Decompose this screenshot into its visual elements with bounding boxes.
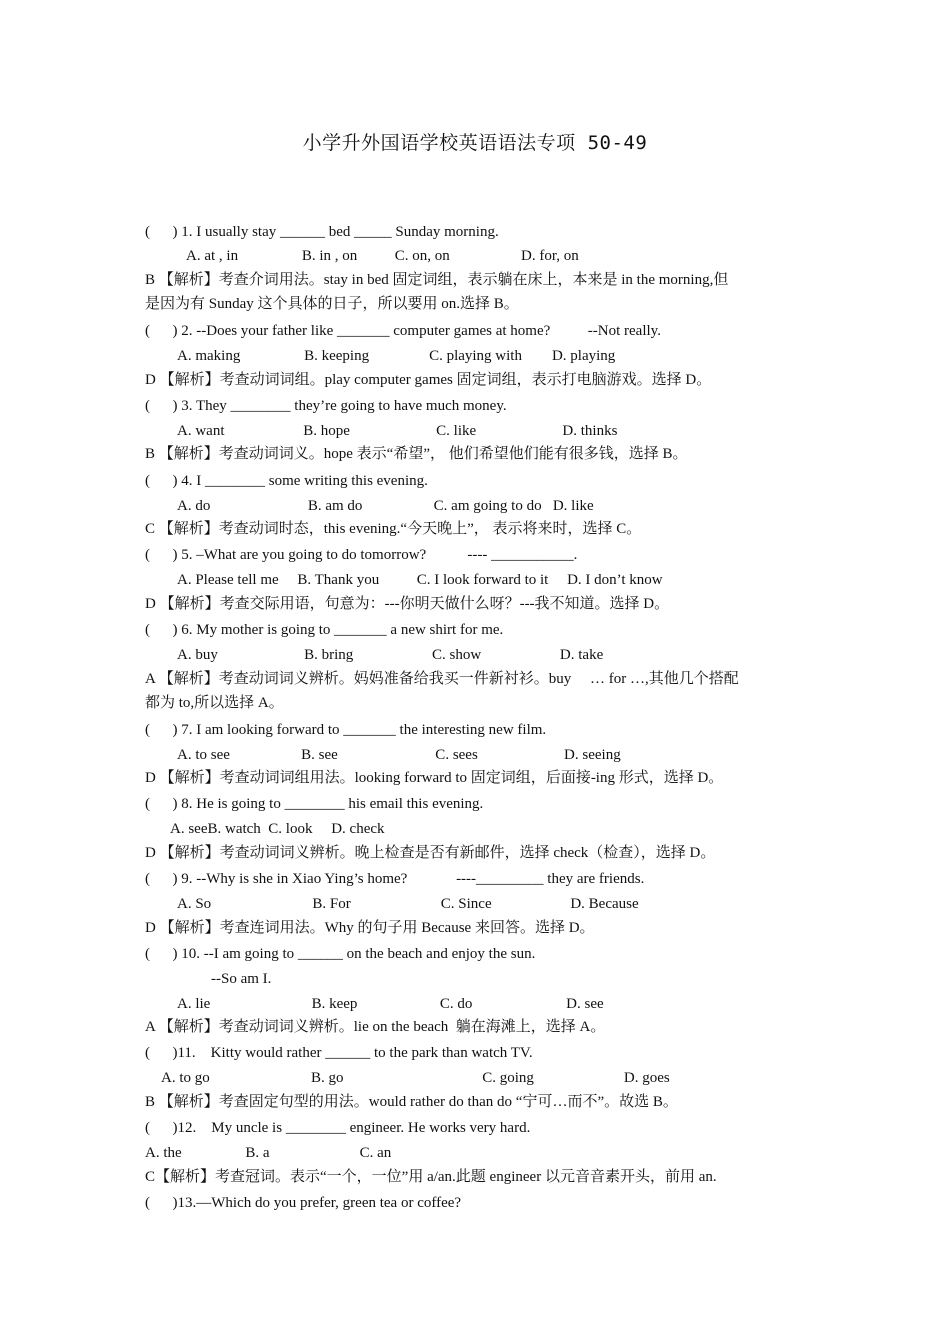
question-3-options: A. want B. hope C. like D. thinks bbox=[177, 423, 618, 439]
question-9-options: A. So B. For C. Since D. Because bbox=[177, 896, 639, 912]
answer-6-line-1: A 【解析】考查动词词义辨析。妈妈准备给我买一件新衬衫。buy … for …,其他几个搭配 bbox=[145, 671, 739, 687]
question-3: ( ) 3. They ________ they’re going to have much money. bbox=[145, 398, 507, 414]
question-5: ( ) 5. –What are you going to do tomorrow? ---- ___________. bbox=[145, 547, 578, 563]
answer-3: B 【解析】考查动词词义。hope 表示“希望”， 他们希望他们能有很多钱，选择 B。 bbox=[145, 446, 688, 462]
answer-1-line-1: B 【解析】考查介词用法。stay in bed 固定词组，表示躺在床上，本来是 in the morning,但 bbox=[145, 272, 729, 288]
answer-5: D 【解析】考查交际用语，句意为：---你明天做什么呀？---我不知道。选择 D。 bbox=[145, 596, 670, 612]
question-8-options: A. seeB. watch C. look D. check bbox=[170, 821, 385, 837]
answer-4: C 【解析】考查动词时态，this evening.“今天晚上”， 表示将来时，选择 C。 bbox=[145, 521, 642, 537]
question-4: ( ) 4. I ________ some writing this evening. bbox=[145, 473, 428, 489]
question-1: ( ) 1. I usually stay ______ bed _____ Sunday morning. bbox=[145, 224, 499, 240]
question-1-options: A. at , in B. in , on C. on, on D. for, on bbox=[186, 248, 579, 264]
question-4-options: A. do B. am do C. am going to do D. like bbox=[177, 498, 594, 514]
answer-2: D 【解析】考查动词词组。play computer games 固定词组，表示打电脑游戏。选择 D。 bbox=[145, 372, 712, 388]
answer-11: B 【解析】考查固定句型的用法。would rather do than do “宁可…而不”。故选 B。 bbox=[145, 1094, 678, 1110]
question-2: ( ) 2. --Does your father like _______ computer games at home? --Not really. bbox=[145, 323, 661, 339]
answer-8: D 【解析】考查动词词义辨析。晚上检查是否有新邮件，选择 check（检查），选择 D。 bbox=[145, 845, 716, 861]
answer-7: D 【解析】考查动词词组用法。looking forward to 固定词组，后面接-ing 形式，选择 D。 bbox=[145, 770, 724, 786]
answer-1-line-2: 是因为有 Sunday 这个具体的日子，所以要用 on.选择 B。 bbox=[145, 296, 519, 312]
question-10-reply: --So am I. bbox=[211, 971, 272, 987]
question-5-options: A. Please tell me B. Thank you C. I look forward to it D. I don’t know bbox=[177, 572, 663, 588]
question-10-options: A. lie B. keep C. do D. see bbox=[177, 996, 604, 1012]
question-8: ( ) 8. He is going to ________ his email this evening. bbox=[145, 796, 484, 812]
question-11: ( )11. Kitty would rather ______ to the park than watch TV. bbox=[145, 1045, 533, 1061]
answer-9: D 【解析】考查连词用法。Why 的句子用 Because 来回答。选择 D。 bbox=[145, 920, 595, 936]
answer-6-line-2: 都为 to,所以选择 A。 bbox=[145, 695, 284, 711]
question-13: ( )13.—Which do you prefer, green tea or coffee? bbox=[145, 1195, 462, 1211]
question-12: ( )12. My uncle is ________ engineer. He works very hard. bbox=[145, 1120, 531, 1136]
question-2-options: A. making B. keeping C. playing with D. playing bbox=[177, 348, 616, 364]
question-7-options: A. to see B. see C. sees D. seeing bbox=[177, 747, 621, 763]
answer-12: C【解析】考查冠词。表示“一个，一位”用 a/an.此题 engineer 以元音音素开头，前用 an. bbox=[145, 1169, 717, 1185]
question-11-options: A. to go B. go C. going D. goes bbox=[161, 1070, 670, 1086]
question-7: ( ) 7. I am looking forward to _______ the interesting new film. bbox=[145, 722, 547, 738]
page-title: 小学升外国语学校英语语法专项 50-49 bbox=[302, 132, 648, 154]
question-6: ( ) 6. My mother is going to _______ a new shirt for me. bbox=[145, 622, 504, 638]
question-10: ( ) 10. --I am going to ______ on the beach and enjoy the sun. bbox=[145, 946, 536, 962]
answer-10: A 【解析】考查动词词义辨析。lie on the beach 躺在海滩上，选择 A。 bbox=[145, 1019, 606, 1035]
question-9: ( ) 9. --Why is she in Xiao Ying’s home? ----_________ they are friends. bbox=[145, 871, 645, 887]
question-12-options: A. the B. a C. an bbox=[145, 1145, 392, 1161]
question-6-options: A. buy B. bring C. show D. take bbox=[177, 647, 604, 663]
